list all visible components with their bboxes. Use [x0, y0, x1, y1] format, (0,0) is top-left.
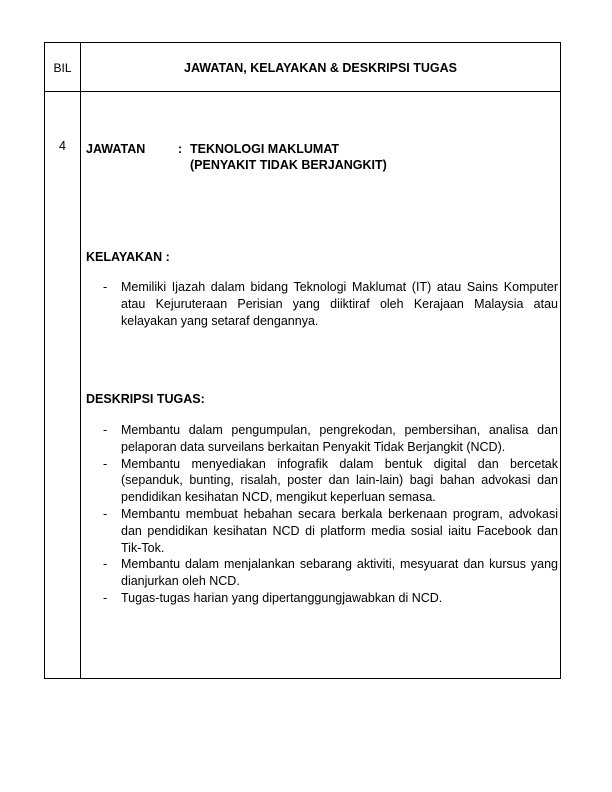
deskripsi-item-text: Tugas-tugas harian yang dipertanggungjawabkan di NCD. — [121, 590, 443, 605]
header-title: JAWATAN, KELAYAKAN & DESKRIPSI TUGAS — [184, 61, 457, 75]
bullet-dash: - — [103, 280, 108, 294]
bullet-dash: - — [103, 557, 108, 572]
kelayakan-title: KELAYAKAN : — [86, 250, 170, 264]
row-content — [86, 141, 558, 605]
deskripsi-item-text: Membantu menyediakan infografik dalam bentuk digital dan bercetak (sepanduk, bunting, risalah, poster dan lain-lain) bagi bahan advokasi dan pendidikan kesihatan NCD, mengikut keperluan semasa. — [121, 456, 558, 505]
jawatan-value — [190, 141, 387, 173]
row-number: 4 — [59, 139, 66, 153]
deskripsi-item — [86, 556, 558, 590]
jawatan-colon: : — [178, 142, 183, 156]
jawatan-block — [86, 141, 558, 173]
kelayakan-list — [86, 279, 558, 329]
deskripsi-item-text: Membantu dalam menjalankan sebarang aktiviti, mesyuarat dan kursus yang dianjurkan oleh NCD. — [121, 557, 558, 589]
job-table — [44, 42, 561, 679]
deskripsi-list — [86, 422, 558, 607]
kelayakan-item-text: Memiliki Ijazah dalam bidang Teknologi Maklumat (IT) atau Sains Komputer atau Kejuruteraan Perisian yang diiktiraf oleh Kerajaan Malaysia atau kelayakan yang setaraf dengannya. — [121, 280, 558, 328]
deskripsi-item-text: Membantu membuat hebahan secara berkala berkenaan program, advokasi dan pendidikan kesihatan NCD di platform media sosial iaitu Facebook dan Tik-Tok. — [121, 506, 558, 555]
kelayakan-item — [86, 279, 558, 329]
bullet-dash: - — [103, 590, 108, 605]
column-divider — [80, 43, 81, 678]
deskripsi-item-text: Membantu dalam pengumpulan, pengrekodan, pembersihan, analisa dan pelaporan data surveilans berkaitan Penyakit Tidak Berjangkit (NCD). — [121, 423, 558, 454]
deskripsi-title: DESKRIPSI TUGAS: — [86, 392, 205, 406]
deskripsi-item — [86, 422, 558, 456]
deskripsi-item — [86, 506, 558, 556]
deskripsi-item — [86, 590, 558, 607]
bullet-dash: - — [103, 456, 108, 471]
bullet-dash: - — [103, 423, 108, 437]
jawatan-line-2: (PENYAKIT TIDAK BERJANGKIT) — [190, 158, 387, 172]
jawatan-line-1: TEKNOLOGI MAKLUMAT — [190, 142, 340, 156]
deskripsi-item — [86, 456, 558, 506]
header-divider — [45, 91, 560, 92]
jawatan-label: JAWATAN — [86, 142, 146, 156]
header-bil: BIL — [53, 61, 72, 75]
bullet-dash: - — [103, 506, 108, 521]
